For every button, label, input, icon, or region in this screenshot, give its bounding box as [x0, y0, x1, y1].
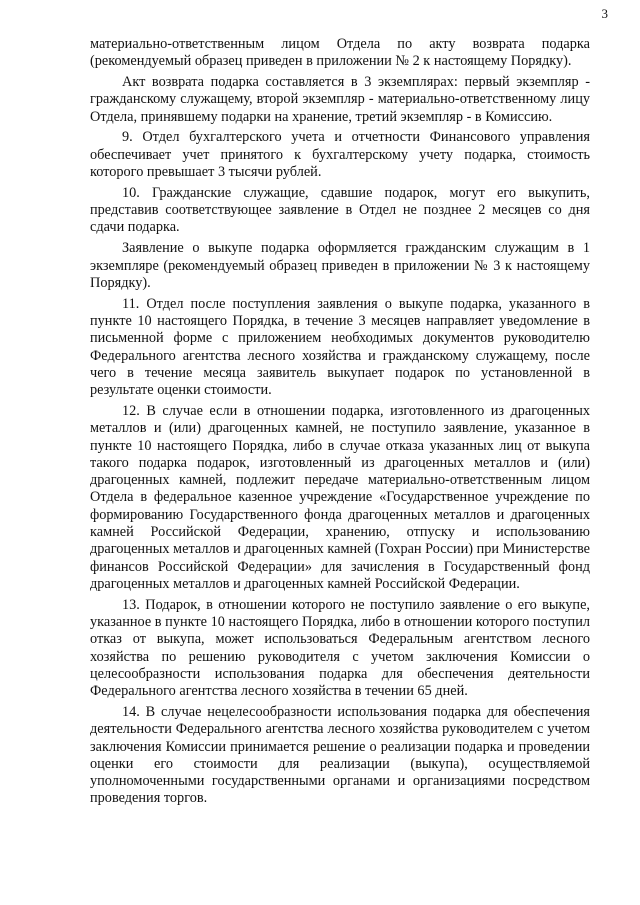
paragraph-buyout-application: Заявление о выкупе подарка оформляется гражданским служащим в 1 экземпляре (рекомендуемый образец приведен в приложении № 3 к настоящему Порядку). — [90, 240, 590, 291]
paragraph-item-12: 12. В случае если в отношении подарка, изготовленного из драгоценных металлов и (или) драгоценных камней, не поступило заявление, указанное в пункте 10 настоящего Порядка, либо в случае отказа указанных лиц от выкупа такого подарка подарок, изготовленный из драгоценных металлов и (или) драгоценных камней, подлежит передаче материально-ответственным лицом Отдела в федеральное казенное учреждение «Государственное учреждение по формированию Государственного фонда драгоценных металлов и драгоценных камней Российской Федерации, хранению, отпуску и использованию драгоценных металлов и драгоценных камней (Гохран России) при Министерстве финансов Российской Федерации» для зачисления в Государственный фонд драгоценных металлов и драгоценных камней Российской Федерации. — [90, 402, 590, 592]
document-body — [90, 36, 590, 811]
paragraph-return-act: Акт возврата подарка составляется в 3 экземплярах: первый экземпляр - гражданскому служащему, второй экземпляр - материально-ответственному лицу Отдела, принявшему подарки на хранение, третий экземпляр - в Комиссию. — [90, 74, 590, 125]
page-number: 3 — [601, 6, 608, 21]
paragraph-item-9: 9. Отдел бухгалтерского учета и отчетности Финансового управления обеспечивает учет принятого к бухгалтерскому учету подарка, стоимость которого превышает 3 тысячи рублей. — [90, 129, 590, 181]
paragraph-continuation: материально-ответственным лицом Отдела по акту возврата подарка (рекомендуемый образец приведен в приложении № 2 к настоящему Порядку). — [90, 36, 590, 70]
paragraph-item-13: 13. Подарок, в отношении которого не поступило заявление о его выкупе, указанное в пункте 10 настоящего Порядка, либо в отношении которого поступил отказ от выкупа, может использоваться Федеральным агентством лесного хозяйства по решению руководителя с учетом заключения Комиссии о целесообразности использования подарка для обеспечения деятельности Федерального агентства лесного хозяйства в течении 65 дней. — [90, 596, 590, 700]
paragraph-item-10: 10. Гражданские служащие, сдавшие подарок, могут его выкупить, представив соответствующее заявление в Отдел не позднее 2 месяцев со дня сдачи подарка. — [90, 184, 590, 236]
paragraph-item-14: 14. В случае нецелесообразности использования подарка для обеспечения деятельности Федерального агентства лесного хозяйства руководителем с учетом заключения Комиссии принимается решение о реализации подарка и проведении оценки его стоимости для реализации (выкупа), осуществляемой уполномоченными государственными органами и организациями посредством проведения торгов. — [90, 703, 590, 807]
paragraph-item-11: 11. Отдел после поступления заявления о выкупе подарка, указанного в пункте 10 настоящего Порядка, в течение 3 месяцев направляет уведомление в письменной форме с приложением необходимых документов руководителю Федерального агентства лесного хозяйства и гражданскому служащему, после чего в течение месяца заявитель выкупает подарок по установленной в результате оценки стоимости. — [90, 295, 590, 399]
